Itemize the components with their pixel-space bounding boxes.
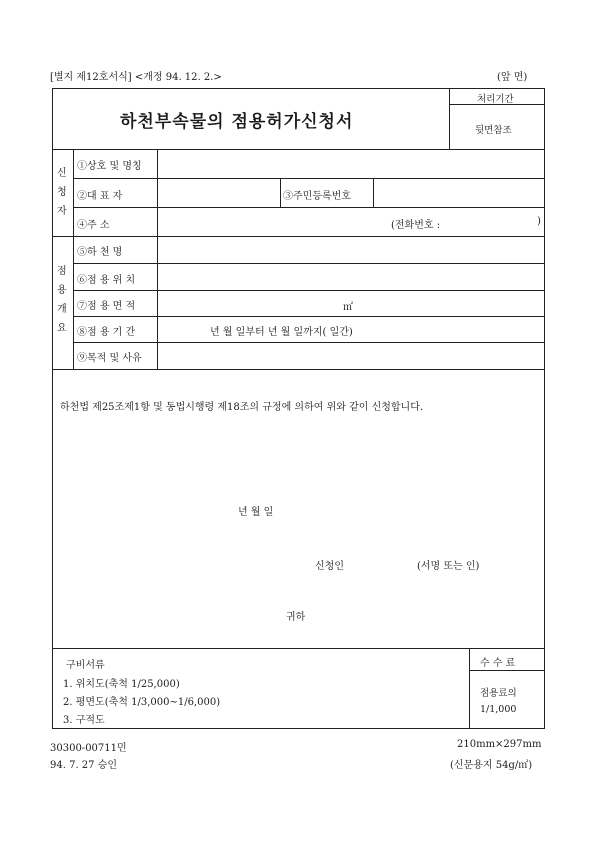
row-line: [73, 290, 545, 291]
document-item: 1. 위치도(축척 1/25,000): [63, 679, 180, 690]
occupancy-group-label: 점 용 개 요: [57, 266, 67, 334]
title-bottom-line: [52, 149, 545, 150]
address-label: ④주 소: [77, 220, 110, 231]
row-line: [73, 263, 545, 264]
location-field[interactable]: [160, 266, 542, 288]
applicant-group-label: 신 청 자: [57, 168, 67, 217]
title-divider: [449, 88, 450, 149]
fee-line-1: 점용료의: [480, 688, 517, 699]
resident-no-divider-right: [373, 178, 374, 207]
signature-label: (서명 또는 인): [417, 561, 480, 572]
group-column-divider: [73, 149, 74, 369]
purpose-field[interactable]: [160, 345, 542, 367]
purpose-label: ⑨목적 및 사유: [77, 353, 142, 364]
fee-divider: [469, 648, 470, 729]
form-title: 하천부속물의 점용허가신청서: [120, 112, 354, 132]
declaration-statement: 하천법 제25조제1항 및 동법시행령 제18조의 규정에 의하여 위와 같이 신청합니다.: [60, 402, 424, 413]
address-field[interactable]: [160, 210, 385, 234]
page-side-label: (앞 면): [497, 72, 528, 83]
phone-label: (전화번호 :: [391, 220, 441, 231]
processing-period-value: 뒷면참조: [475, 125, 512, 136]
applicant-signature-field[interactable]: [355, 552, 413, 572]
section-line: [52, 369, 545, 370]
area-field[interactable]: [160, 293, 340, 314]
row-line: [73, 178, 545, 179]
period-label: ⑧점 용 기 간: [77, 327, 136, 338]
row-line: [73, 316, 545, 317]
area-label: ⑦점 용 면 적: [77, 301, 136, 312]
fee-line-2: 1/1,000: [480, 704, 517, 715]
form-number: [별지 제12호서식] <개정 94. 12. 2.>: [50, 72, 222, 83]
documents-top-line: [52, 648, 545, 649]
form-code: 30300-00711민: [50, 743, 127, 754]
applicant-name-label: 신청인: [315, 561, 344, 572]
representative-label: ②대 표 자: [77, 191, 123, 202]
river-name-label: ⑤하 천 명: [77, 247, 123, 258]
processing-period-label: 처리기간: [477, 94, 514, 105]
paper-size: 210mm×297mm: [457, 739, 542, 750]
recipient-label: 귀하: [286, 612, 306, 623]
resident-no-label: ③주민등록번호: [283, 191, 351, 202]
phone-field[interactable]: [448, 210, 536, 234]
row-line: [73, 207, 545, 208]
fee-label: 수 수 료: [480, 658, 516, 669]
section-line: [52, 236, 545, 237]
paper-type: (신문용지 54g/㎡): [450, 760, 533, 771]
document-item: 2. 평면도(축척 1/3,000∼1/6,000): [63, 697, 221, 708]
trade-name-field[interactable]: [160, 152, 542, 176]
period-field[interactable]: 년 월 일부터 년 월 일까지( 일간): [210, 327, 353, 338]
fee-header-line: [469, 670, 545, 671]
resident-no-field[interactable]: [376, 181, 542, 205]
river-name-field[interactable]: [160, 239, 542, 261]
resident-no-divider-left: [280, 178, 281, 207]
trade-name-label: ①상호 및 명칭: [77, 161, 142, 172]
label-column-divider: [157, 149, 158, 369]
representative-field[interactable]: [160, 181, 277, 205]
area-unit: ㎡: [343, 302, 353, 313]
document-item: 3. 구적도: [63, 715, 105, 726]
documents-label: 구비서류: [66, 660, 105, 671]
application-date[interactable]: 년 월 일: [238, 507, 274, 518]
row-line: [73, 342, 545, 343]
phone-close: ): [537, 216, 541, 227]
approval-date: 94. 7. 27 승인: [50, 760, 118, 771]
location-label: ⑥점 용 위 치: [77, 275, 136, 286]
